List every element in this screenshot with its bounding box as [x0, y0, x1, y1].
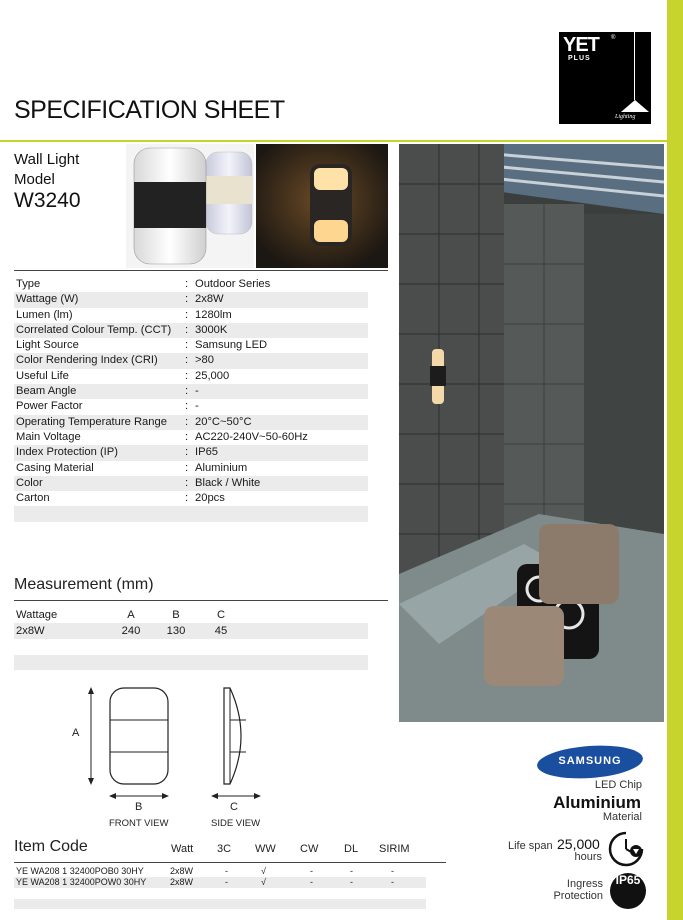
logo-lamp-icon: [621, 100, 649, 112]
material-label: Material: [602, 811, 642, 823]
spec-value: 25,000: [195, 369, 230, 382]
item-ww: √: [261, 877, 266, 887]
item-cw: -: [310, 866, 313, 876]
item-dl: -: [350, 866, 353, 876]
spec-label: Main Voltage: [16, 430, 81, 443]
item-code: YE WA208 1 32400POB0 30HY: [16, 866, 144, 876]
item-code-row: [14, 877, 426, 888]
spec-value: 3000K: [195, 323, 228, 336]
measurement-divider: [14, 600, 388, 601]
samsung-logo: [537, 745, 643, 779]
measurement-a: 240: [121, 625, 141, 637]
front-view-caption: FRONT VIEW: [109, 818, 169, 829]
item-code-row: [14, 866, 426, 877]
measurement-header-c: C: [216, 609, 226, 621]
item-ww: √: [261, 866, 266, 876]
ingress-label-line1: Ingress: [566, 878, 603, 890]
spec-row: Lumen (lm) : 1280lm: [14, 308, 368, 323]
logo-text: YET: [563, 34, 599, 56]
spec-value: -: [195, 400, 199, 413]
item-code-title: Item Code: [14, 838, 88, 855]
dimension-label-a: A: [72, 727, 80, 739]
logo-subtext: PLUS: [568, 55, 591, 62]
spec-value: -: [195, 385, 199, 398]
product-type: Wall Light: [14, 151, 80, 168]
aluminium-label: Aluminium: [553, 793, 641, 812]
spec-value: 1280lm: [195, 308, 232, 321]
logo-tagline: Lighting: [615, 114, 636, 120]
item-sirim: -: [391, 877, 394, 887]
spec-row: Power Factor : -: [14, 399, 368, 414]
spec-value: AC220-240V~50-60Hz: [195, 430, 308, 443]
spec-value: 20pcs: [195, 492, 225, 505]
side-view-caption: SIDE VIEW: [211, 818, 261, 829]
measurement-row: [14, 623, 368, 639]
spec-value: >80: [195, 354, 214, 367]
spec-value: Aluminium: [195, 461, 248, 474]
led-chip-label: LED Chip: [594, 779, 642, 791]
item-sirim: -: [391, 866, 394, 876]
item-watt: 2x8W: [170, 877, 194, 887]
item-3c: -: [225, 877, 228, 887]
spec-label: Useful Life: [16, 369, 69, 382]
room-scene-photo: [399, 144, 664, 722]
title-divider: [0, 140, 667, 142]
spec-row: Carton : 20pcs: [14, 491, 368, 506]
spec-value: 2x8W: [195, 293, 224, 306]
spec-row: Color Rendering Index (CRI) : >80: [14, 353, 368, 368]
life-span-value: 25,000: [557, 836, 600, 852]
dimension-label-b: B: [135, 801, 143, 813]
spec-table: [14, 277, 368, 522]
spec-value: IP65: [195, 446, 219, 459]
measurement-wattage: 2x8W: [16, 625, 45, 637]
spec-row: Light Source : Samsung LED: [14, 338, 368, 353]
measurement-b: 130: [166, 625, 186, 637]
life-span-label: Life span: [508, 840, 553, 852]
item-code-divider: [14, 862, 446, 863]
product-model-label: Model: [14, 171, 55, 188]
page-title: SPECIFICATION SHEET: [14, 96, 285, 124]
item-watt: 2x8W: [170, 866, 194, 876]
spec-row: Beam Angle : -: [14, 384, 368, 399]
spec-value: Black / White: [195, 476, 261, 489]
spec-table-divider: [14, 270, 388, 271]
spec-label: Color: [16, 476, 43, 489]
item-code-header-watt: Watt: [171, 843, 194, 855]
product-model-code: W3240: [14, 189, 81, 212]
spec-row: Index Protection (IP) : IP65: [14, 445, 368, 460]
samsung-logo-text: SAMSUNG: [558, 755, 622, 767]
item-code-header-sirim: SIRIM: [379, 843, 410, 855]
spec-row: Useful Life : 25,000: [14, 369, 368, 384]
spec-label: Index Protection (IP): [16, 446, 118, 459]
item-code-header-3c: 3C: [217, 843, 232, 855]
spec-label: Color Rendering Index (CRI): [16, 354, 158, 367]
item-code-header-cw: CW: [300, 843, 319, 855]
item-code-header-dl: DL: [344, 843, 359, 855]
spec-label: Lumen (lm): [16, 308, 73, 321]
ingress-label-line2: Protection: [553, 890, 603, 902]
spec-row: Operating Temperature Range : 20°C~50°C: [14, 415, 368, 430]
measurement-header-b: B: [172, 609, 180, 621]
spec-label: Type: [16, 278, 41, 290]
spec-value: Samsung LED: [195, 339, 268, 352]
item-3c: -: [225, 866, 228, 876]
measurement-header-row: [14, 607, 368, 623]
product-photo-white: [126, 144, 254, 268]
dimension-label-c: C: [230, 801, 238, 813]
life-span-unit: hours: [574, 851, 602, 863]
brand-logo: [559, 32, 651, 124]
measurement-header-a: A: [127, 609, 135, 621]
ip65-badge: IP65: [610, 873, 646, 909]
spec-row-blank: [14, 506, 368, 521]
spec-row: Main Voltage : AC220-240V~50-60Hz: [14, 430, 368, 445]
spec-row: Casing Material : Aluminium: [14, 461, 368, 476]
measurement-header-wattage: Wattage: [16, 609, 58, 621]
measurement-c: 45: [214, 625, 228, 637]
measurement-row-blank: [14, 655, 368, 670]
spec-label: Beam Angle: [16, 385, 77, 398]
spec-value: 20°C~50°C: [195, 415, 252, 428]
spec-label: Light Source: [16, 339, 79, 352]
product-photo-lit: [256, 144, 388, 268]
logo-registered-mark: ®: [611, 35, 616, 41]
spec-row: Type : Outdoor Series: [14, 277, 368, 292]
accent-side-bar: [667, 0, 683, 920]
spec-row: Wattage (W) : 2x8W: [14, 292, 368, 307]
clock-icon: [606, 829, 646, 869]
spec-row: Correlated Colour Temp. (CCT) : 3000K: [14, 323, 368, 338]
spec-label: Casing Material: [16, 461, 94, 474]
item-code: YE WA208 1 32400POW0 30HY: [16, 877, 147, 887]
spec-label: Wattage (W): [16, 293, 79, 306]
spec-label: Operating Temperature Range: [16, 415, 167, 428]
item-code-header-ww: WW: [255, 843, 276, 855]
item-code-row-blank: [14, 899, 426, 909]
item-dl: -: [350, 877, 353, 887]
spec-value: Outdoor Series: [195, 278, 271, 290]
spec-label: Correlated Colour Temp. (CCT): [16, 323, 172, 336]
spec-row: Color : Black / White: [14, 476, 368, 491]
dimension-diagram: [60, 680, 290, 835]
spec-label: Power Factor: [16, 400, 83, 413]
spec-label: Carton: [16, 492, 50, 505]
measurement-title: Measurement (mm): [14, 576, 154, 593]
item-cw: -: [310, 877, 313, 887]
logo-lamp-cord: [634, 32, 635, 100]
